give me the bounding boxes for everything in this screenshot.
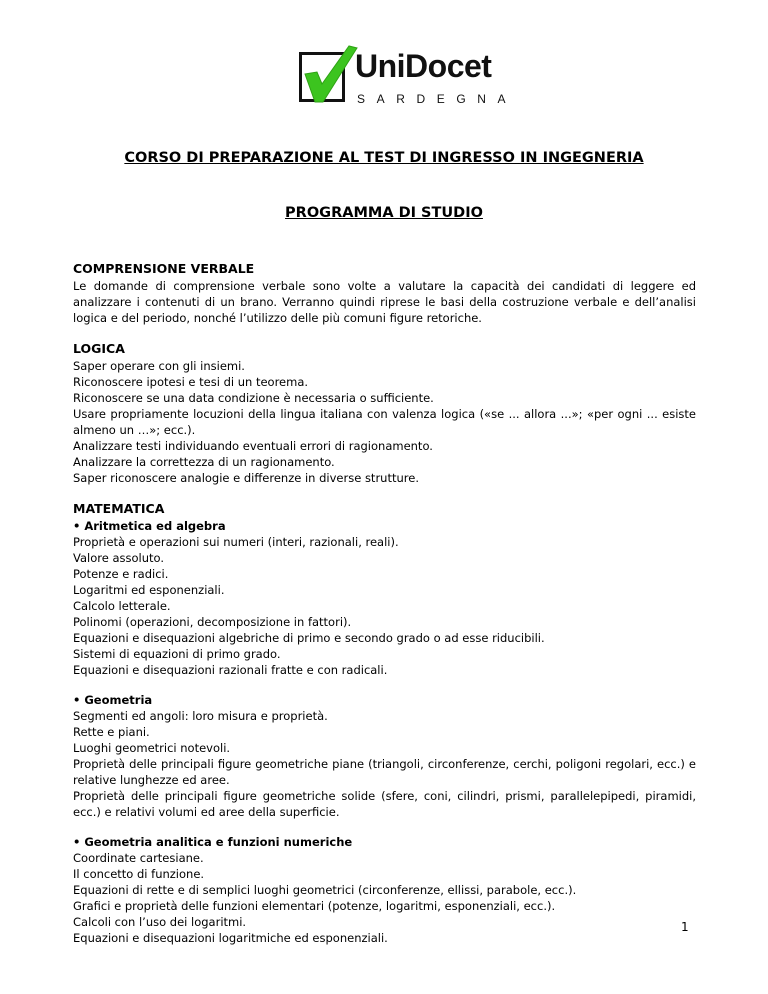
subheading-aritmetica: • Aritmetica ed algebra [73,519,226,533]
aritmetica-line: Calcolo letterale. [73,599,171,613]
logo-subtitle: SARDEGNA [357,92,518,106]
geometria-line: Proprietà delle principali figure geometriche piane (triangoli, circonferenze, cerchi, poligoni regolari, ecc.) e relative lunghezze ed aree. [73,757,696,787]
aritmetica-line: Sistemi di equazioni di primo grado. [73,647,281,661]
subheading-geometria-analitica: • Geometria analitica e funzioni numeriche [73,835,353,849]
document-subtitle: PROGRAMMA DI STUDIO [285,205,483,221]
analitica-line: Equazioni di rette e di semplici luoghi geometrici (circonferenze, ellissi, parabole, ecc.). [73,883,577,897]
analitica-line: Coordinate cartesiane. [73,851,204,865]
aritmetica-line: Logaritmi ed esponenziali. [73,583,225,597]
logica-line: Usare propriamente locuzioni della lingua italiana con valenza logica («se ... allora ...»; «per ogni ... esiste almeno un …»; ecc.). [73,407,696,437]
geometria-line: Segmenti ed angoli: loro misura e proprietà. [73,709,328,723]
aritmetica-line: Equazioni e disequazioni algebriche di primo e secondo grado o ad esse riducibili. [73,631,545,645]
section-heading-matematica: MATEMATICA [73,501,165,516]
analitica-line: Calcoli con l’uso dei logaritmi. [73,915,247,929]
section-heading-logica: LOGICA [73,341,125,356]
document-body [73,260,696,946]
subheading-geometria: • Geometria [73,693,153,707]
page-number: 1 [681,920,689,934]
analitica-line: Il concetto di funzione. [73,867,205,881]
aritmetica-line: Valore assoluto. [73,551,165,565]
logica-line: Saper operare con gli insiemi. [73,359,245,373]
paragraph-comprensione: Le domande di comprensione verbale sono volte a valutare la capacità dei candidati di leggere ed analizzare i contenuti di un brano. Verranno quindi riprese le basi della costruzione verbale e dell’analisi logica e del periodo, nonché l’utilizzo delle più comuni figure retoriche. [73,279,696,325]
section-heading-comprensione: COMPRENSIONE VERBALE [73,261,255,276]
geometria-line: Luoghi geometrici notevoli. [73,741,231,755]
logica-line: Analizzare testi individuando eventuali errori di ragionamento. [73,439,433,453]
document-title: CORSO DI PREPARAZIONE AL TEST DI INGRESSO IN INGEGNERIA [124,150,644,166]
logica-line: Riconoscere se una data condizione è necessaria o sufficiente. [73,391,434,405]
logica-line: Analizzare la correttezza di un ragionamento. [73,455,335,469]
geometria-line: Rette e piani. [73,725,150,739]
analitica-line: Grafici e proprietà delle funzioni elementari (potenze, logaritmi, esponenziali, ecc.). [73,899,556,913]
aritmetica-line: Polinomi (operazioni, decomposizione in fattori). [73,615,352,629]
logica-line: Riconoscere ipotesi e tesi di un teorema. [73,375,309,389]
aritmetica-line: Proprietà e operazioni sui numeri (interi, razionali, reali). [73,535,399,549]
geometria-line: Proprietà delle principali figure geometriche solide (sfere, coni, cilindri, prismi, parallelepipedi, piramidi, ecc.) e relativi volumi ed aree della superficie. [73,789,696,819]
aritmetica-line: Equazioni e disequazioni razionali fratte e con radicali. [73,663,388,677]
logo [297,44,527,108]
logo-brand: UniDocet [355,48,492,84]
aritmetica-line: Potenze e radici. [73,567,169,581]
analitica-line: Equazioni e disequazioni logaritmiche ed esponenziali. [73,931,388,945]
logica-line: Saper riconoscere analogie e differenze in diverse strutture. [73,471,419,485]
